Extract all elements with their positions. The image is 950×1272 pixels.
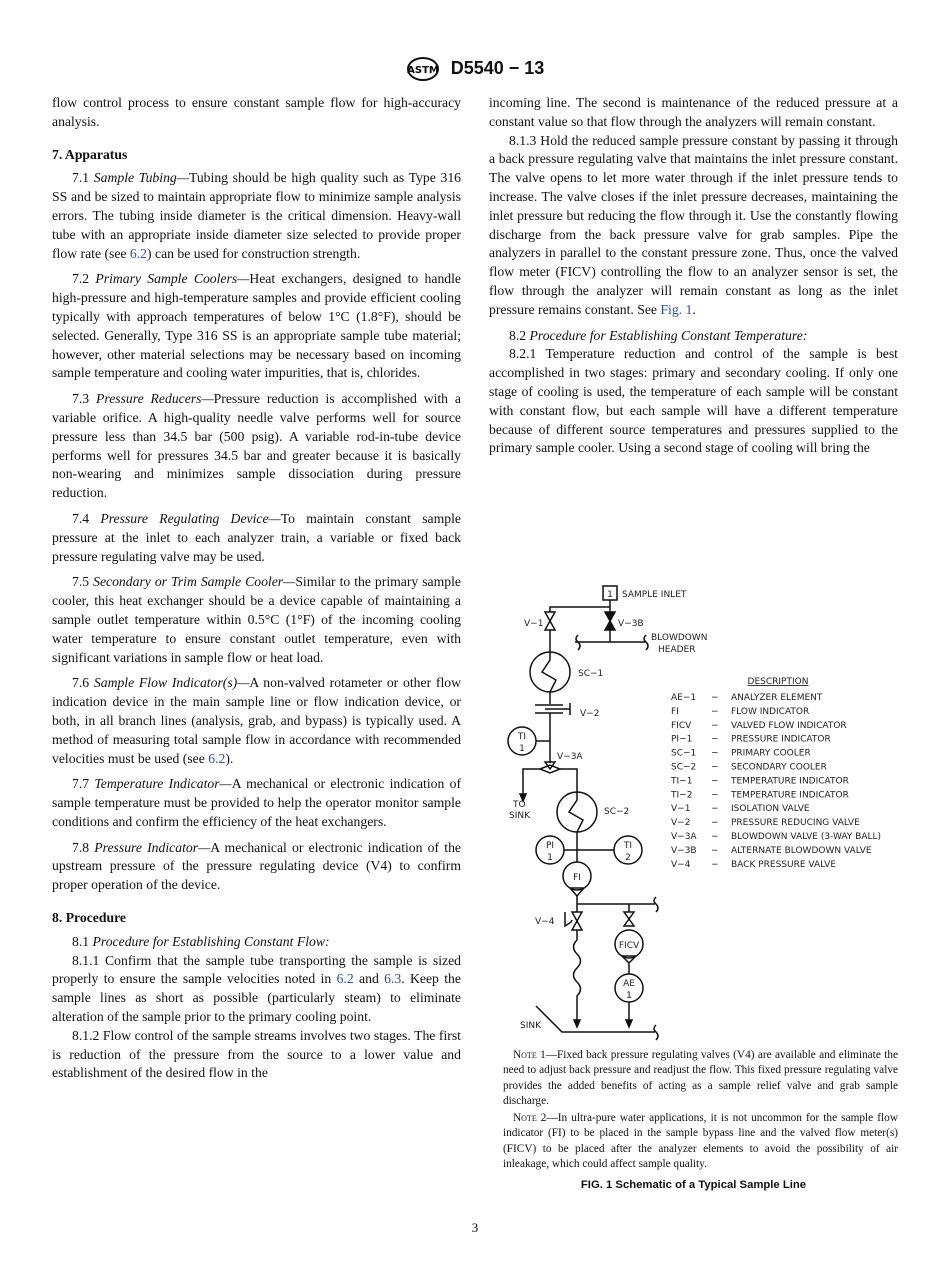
coil (574, 930, 581, 1020)
paragraph (52, 674, 461, 768)
paragraph-title: Pressure Indicator— (94, 839, 211, 855)
paragraph-text: and (353, 971, 385, 987)
legend-text: BLOWDOWN VALVE (3-WAY BALL) (731, 832, 882, 842)
description-title: DESCRIPTION (747, 677, 809, 687)
legend-dash: − (711, 762, 719, 773)
svg-text:SC−2: SC−2 (604, 807, 630, 817)
legend-text: VALVED FLOW INDICATOR (731, 720, 847, 731)
paragraph (489, 94, 898, 132)
paragraph-text: incoming line. The second is maintenance of the reduced pressure at a constant value so that flow through the analyzers will remain constant. (489, 95, 898, 129)
document-id: D5540 − 13 (450, 57, 545, 78)
paragraph-text: 7.1 (72, 170, 94, 186)
paragraph-text: 7.5 (72, 574, 94, 590)
paragraph (52, 169, 461, 263)
paragraph-text: 7.6 (72, 675, 94, 691)
svg-text:FICV: FICV (618, 941, 640, 951)
svg-text:V−4: V−4 (535, 917, 555, 927)
legend-code: V−2 (671, 818, 691, 829)
svg-text:1: 1 (519, 744, 525, 754)
legend-dash: − (711, 693, 719, 703)
paragraph-text: A mechanical or electronic indication of sample temperature must be provided to help the operator monitor sample conditions and confirm the efficiency of the heat exchangers. (52, 776, 461, 829)
paragraph (52, 1027, 461, 1083)
legend-dash: − (711, 706, 719, 717)
legend-code: TI−2 (671, 790, 693, 801)
paragraph (52, 390, 461, 503)
paragraph (52, 510, 461, 566)
paragraph-text: 8.1.1 Confirm that the sample tube transporting the sample is sized properly to ensure the sample velocities noted in (52, 952, 461, 987)
paragraph-text: flow control process to ensure constant sample flow for high-accuracy analysis. (52, 95, 461, 129)
paragraph-title: Primary Sample Coolers— (95, 271, 250, 287)
paragraph (52, 933, 461, 952)
figure-note (503, 1048, 898, 1109)
legend-dash: − (711, 845, 719, 856)
svg-text:1: 1 (547, 853, 553, 863)
legend-code: V−3A (671, 832, 697, 842)
paragraph-text: 7.3 (72, 391, 97, 407)
paragraph (489, 345, 898, 458)
svg-text:ASTM: ASTM (406, 65, 439, 76)
v1-valve-icon (545, 612, 555, 630)
ficv-valve-icon (624, 912, 634, 926)
paragraph-title: Sample Flow Indicator(s)— (93, 675, 250, 691)
paragraph-title: Sample Tubing— (93, 170, 189, 186)
paragraph (52, 94, 461, 132)
paragraph-text: 8.2.1 Temperature reduction and control of the sample is best accomplished in two stages: primary and secondary cooling. If only one stage of cooling is used, the temperature of each sample will be constant with constant flow, but each sample will have a different temperature because of different source temperatures and pressures supplied to the primary sample cooler. Using a second stage of cooling will bring the (489, 346, 898, 456)
svg-text:PI: PI (545, 841, 555, 851)
legend-dash: − (711, 804, 719, 815)
paragraph (52, 573, 461, 667)
paragraph-text: ). (225, 750, 234, 766)
paragraph-text: 8.1.3 Hold the reduced sample pressure constant by passing it through a back pressure regulating valve that maintains the inlet pressure constant. The valve opens to let more water through if the inlet pressure tends to increase. The valve closes if the inlet pressure decreases, maintaining the inlet pressure but reducing the flow through it. Use the constantly flowing discharge from the back pressure valve for grab samples. Pipe the analyzers in parallel to the constant pressure zone. Thus, once the valved flow meter (FICV) controlling the flow to an analyzer sensor is set, the flow through the analyzer will remain constant as long as the inlet pressure remains constant. See (489, 132, 898, 317)
paragraph-title: Procedure for Establishing Constant Temperature: (529, 327, 808, 343)
note-text: —In ultra-pure water applications, it is not uncommon for the sample flow indicator (FI) to be placed in the sample bypass line and the valved flow meter(s) (FICV) to be placed after the analyzer elements to avoid the possibility of air inleakage, which could affect sample quality. (503, 1112, 898, 1171)
paragraph-title: Secondary or Trim Sample Cooler— (93, 574, 296, 590)
legend-text: FLOW INDICATOR (731, 706, 810, 717)
paragraph-title: Pressure Regulating Device— (100, 510, 281, 526)
paragraph-text: 8.2 (509, 327, 530, 343)
svg-text:TI: TI (517, 732, 527, 742)
paragraph-text: Heat exchangers, designed to handle high-pressure and high-temperature samples and provide efficient cooling typically with approach temperatures of below 1°C (1.8°F), should be selected. Generally, Type 316 SS is an appropriate sample tube material; however, other material selections may be necessary based on incoming sample temperature and cooling water impurities, that is, chlorides. (52, 271, 462, 381)
paragraph (52, 270, 461, 383)
v4-valve-icon (572, 912, 582, 930)
paragraph-text: To maintain constant sample pressure at the inlet to each analyzer train, a variable or fixed back pressure regulating valve may be used. (52, 510, 462, 564)
note-label: Note 1 (513, 1049, 546, 1061)
paragraph-title: Procedure for Establishing Constant Flow: (92, 933, 330, 949)
paragraph-text: Tubing should be high quality such as Type 316 SS and be sized to maintain appropriate flow to minimize sample analysis errors. The tubing inside diameter is the critical dimension. Heavy-wall tube with an appropriate inside diameter size selected to provide proper flow rate (see (52, 170, 462, 261)
legend-dash: − (711, 720, 719, 731)
legend-text: TEMPERATURE INDICATOR (731, 776, 849, 787)
page-header (0, 57, 950, 81)
right-column (489, 94, 898, 458)
legend-text: TEMPERATURE INDICATOR (731, 790, 849, 801)
legend-code: V−3B (671, 845, 697, 856)
v3b-valve-icon (605, 612, 615, 630)
legend-code: SC−1 (671, 748, 697, 759)
svg-text:TO: TO (513, 800, 526, 810)
svg-text:V−2: V−2 (580, 709, 600, 719)
left-column (52, 94, 461, 1083)
svg-text:V−1: V−1 (524, 619, 544, 629)
section-heading (52, 146, 461, 165)
paragraph-text: 7.7 (72, 776, 95, 792)
paragraph-text: ) can be used for construction strength. (147, 245, 361, 261)
cross-reference-link[interactable]: 6.2 (336, 971, 354, 987)
legend-dash: − (711, 734, 719, 745)
paragraph-text: A non-valved rotameter or other flow indication device in the main sample line or flow indication device, or both, in all branch lines (analysis, grab, and bypass) is typically used. A method of measuring total sample flow in accordance with recommended velocities must be used (see (52, 675, 461, 766)
svg-text:SINK: SINK (520, 1021, 542, 1031)
svg-text:V−3B: V−3B (618, 619, 644, 629)
legend-code: PI−1 (671, 734, 693, 745)
legend-code: SC−2 (671, 762, 697, 773)
section-heading (52, 909, 461, 928)
legend-dash: − (711, 776, 719, 787)
paragraph-title: Pressure Reducers— (96, 391, 214, 407)
legend-dash: − (711, 859, 719, 870)
legend-text: PRESSURE INDICATOR (731, 734, 831, 745)
paragraph-text: 8.1 (72, 933, 93, 949)
svg-text:V−3A: V−3A (557, 752, 583, 762)
legend-code: V−4 (671, 859, 691, 870)
legend-dash: − (711, 790, 719, 801)
legend-text: PRIMARY COOLER (731, 748, 811, 759)
v3a-valve-icon (540, 762, 560, 773)
paragraph-text: 7.8 (72, 839, 95, 855)
legend-text: BACK PRESSURE VALVE (731, 859, 837, 870)
legend-code: FICV (671, 720, 692, 731)
legend-text: PRESSURE REDUCING VALVE (731, 818, 860, 829)
svg-text:FI: FI (573, 873, 581, 883)
cross-reference-link[interactable]: Fig. 1 (660, 301, 693, 317)
svg-text:BLOWDOWN: BLOWDOWN (651, 633, 708, 643)
figure-notes (503, 1048, 898, 1174)
paragraph-title: Temperature Indicator— (94, 776, 232, 792)
paragraph-text: . (692, 301, 696, 317)
legend-dash: − (711, 832, 719, 842)
v2-valve-icon (535, 703, 570, 715)
paragraph-text: 7. Apparatus (52, 146, 128, 162)
svg-text:TI: TI (623, 841, 633, 851)
paragraph-text: Pressure reduction is accomplished with a variable orifice. A high-quality needle valve performs well for source pressure less than 34.5 bar (500 psig). A variable rod-in-tube device performs well for pressures 34.5 bar and greater because it is basically non-wearing and minimizes sample dissociation during pressure reduction. (52, 391, 462, 501)
legend-text: SECONDARY COOLER (731, 762, 827, 773)
figure-caption: FIG. 1 Schematic of a Typical Sample Line (580, 1179, 807, 1191)
cross-reference-link[interactable]: 6.3 (384, 971, 402, 987)
svg-text:2: 2 (625, 853, 631, 863)
paragraph-text: . Keep the sample lines as short as possible (particularly steam) to eliminate alteration of the sample prior to the primary cooling point. (52, 971, 461, 1025)
paragraph (52, 839, 461, 895)
paragraph-text: 7.2 (72, 271, 96, 287)
page-number: 3 (471, 1220, 479, 1235)
svg-text:1: 1 (626, 991, 632, 1001)
paragraph-text: 8.1.2 Flow control of the sample streams involves two stages. The first is reduction of the pressure from the source to a lower value and establishment of the desired flow in the (52, 1027, 461, 1081)
legend-code: TI−1 (671, 776, 693, 787)
legend-text: ISOLATION VALVE (731, 804, 810, 815)
note-text: —Fixed back pressure regulating valves (V4) are available and eliminate the need to adjust back pressure and readjust the flow. This fixed pressure regulating valve provides the added benefits of acting as a sample relief valve and grab sample discharge. (503, 1049, 898, 1107)
paragraph-text: 7.4 (72, 510, 101, 526)
legend-code: V−1 (671, 804, 691, 815)
legend-dash: − (711, 818, 719, 829)
svg-text:SC−1: SC−1 (578, 669, 604, 679)
paragraph-text: 8. Procedure (52, 910, 126, 926)
note-label: Note 2 (513, 1112, 547, 1125)
cross-reference-link[interactable]: 6.2 (208, 750, 226, 766)
inlet-label: SAMPLE INLET (622, 590, 687, 600)
svg-text:SINK: SINK (509, 811, 531, 821)
sink-line (536, 1006, 658, 1040)
figure-note (503, 1111, 898, 1172)
astm-logo-icon (406, 57, 440, 81)
paragraph (52, 952, 461, 1027)
legend-code: FI (671, 706, 679, 717)
legend-code: AE−1 (671, 693, 697, 703)
paragraph (489, 132, 898, 320)
paragraph-text: A mechanical or electronic indication of the upstream pressure of the pressure regulating device (V4) to confirm proper operation of the device. (52, 839, 461, 893)
svg-text:HEADER: HEADER (658, 645, 696, 655)
legend-text: ALTERNATE BLOWDOWN VALVE (731, 845, 872, 856)
inlet-number: 1 (607, 590, 613, 600)
paragraph (489, 327, 898, 346)
cross-reference-link[interactable]: 6.2 (129, 245, 148, 261)
legend-dash: − (711, 748, 719, 759)
svg-text:AE: AE (623, 979, 635, 989)
description-legend (670, 693, 881, 870)
paragraph-text: Similar to the primary sample cooler, this heat exchanger should be a device capable of maintaining a sample outlet temperature within 0.5°C (1°F) of the incoming cooling water temperature to ensure constant outlet temperature, even with significant variations in sample flow or heat load. (52, 574, 461, 665)
sample-line-schematic (500, 580, 900, 1050)
paragraph (52, 775, 461, 831)
legend-text: ANALYZER ELEMENT (731, 693, 823, 703)
